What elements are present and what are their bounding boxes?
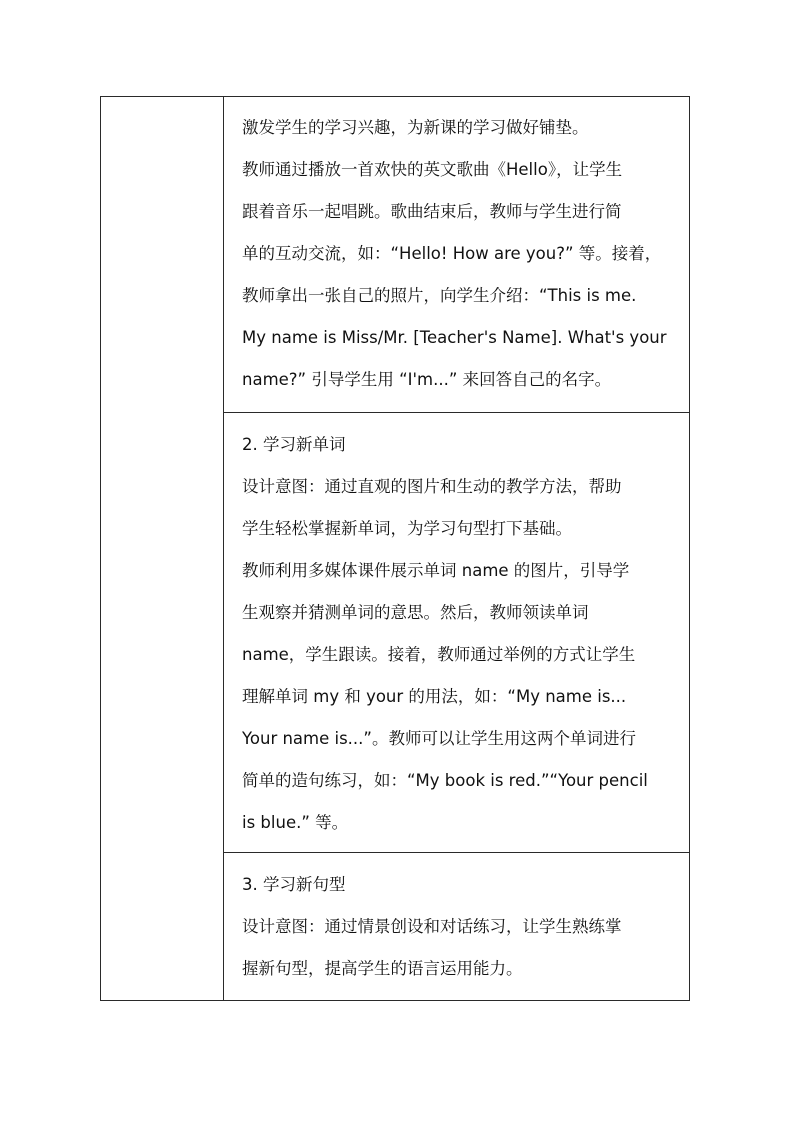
paragraph-line: 教师利用多媒体课件展示单词 name 的图片，引导学 xyxy=(242,561,630,580)
paragraph-line: My name is Miss/Mr. [Teacher's Name]. What's your xyxy=(242,328,667,347)
paragraph-line: 生观察并猜测单词的意思。然后，教师领读单词 xyxy=(242,603,589,622)
lesson-table xyxy=(100,96,690,1001)
paragraph-line: 握新句型，提高学生的语言运用能力。 xyxy=(242,959,523,978)
section-heading: 2. 学习新单词 xyxy=(242,435,346,454)
table-right-column xyxy=(224,97,689,1000)
paragraph-line: 学生轻松掌握新单词，为学习句型打下基础。 xyxy=(242,519,572,538)
paragraph-line: 教师通过播放一首欢快的英文歌曲《Hello》，让学生 xyxy=(242,160,623,179)
paragraph-line: 跟着音乐一起唱跳。歌曲结束后，教师与学生进行简 xyxy=(242,202,622,221)
paragraph-line: is blue.” 等。 xyxy=(242,813,349,832)
table-cell-new-sentences xyxy=(224,853,689,1002)
paragraph-line: 教师拿出一张自己的照片，向学生介绍：“This is me. xyxy=(242,286,637,305)
paragraph-line: 设计意图：通过情景创设和对话练习，让学生熟练掌 xyxy=(242,917,622,936)
paragraph-line: name?” 引导学生用 “I'm...” 来回答自己的名字。 xyxy=(242,370,612,389)
section-heading: 3. 学习新句型 xyxy=(242,875,346,894)
table-left-column xyxy=(101,97,224,1000)
paragraph-line: 设计意图：通过直观的图片和生动的教学方法，帮助 xyxy=(242,477,622,496)
paragraph-line: Your name is...”。教师可以让学生用这两个单词进行 xyxy=(242,729,636,748)
paragraph-line: 激发学生的学习兴趣，为新课的学习做好铺垫。 xyxy=(242,118,589,137)
table-cell-new-words xyxy=(224,413,689,853)
paragraph-line: name，学生跟读。接着，教师通过举例的方式让学生 xyxy=(242,645,636,664)
paragraph-line: 单的互动交流，如：“Hello! How are you?” 等。接着， xyxy=(242,244,662,263)
paragraph-line: 简单的造句练习，如：“My book is red.”“Your pencil xyxy=(242,771,648,790)
table-cell-intro xyxy=(224,97,689,413)
paragraph-line: 理解单词 my 和 your 的用法，如：“My name is... xyxy=(242,687,627,706)
